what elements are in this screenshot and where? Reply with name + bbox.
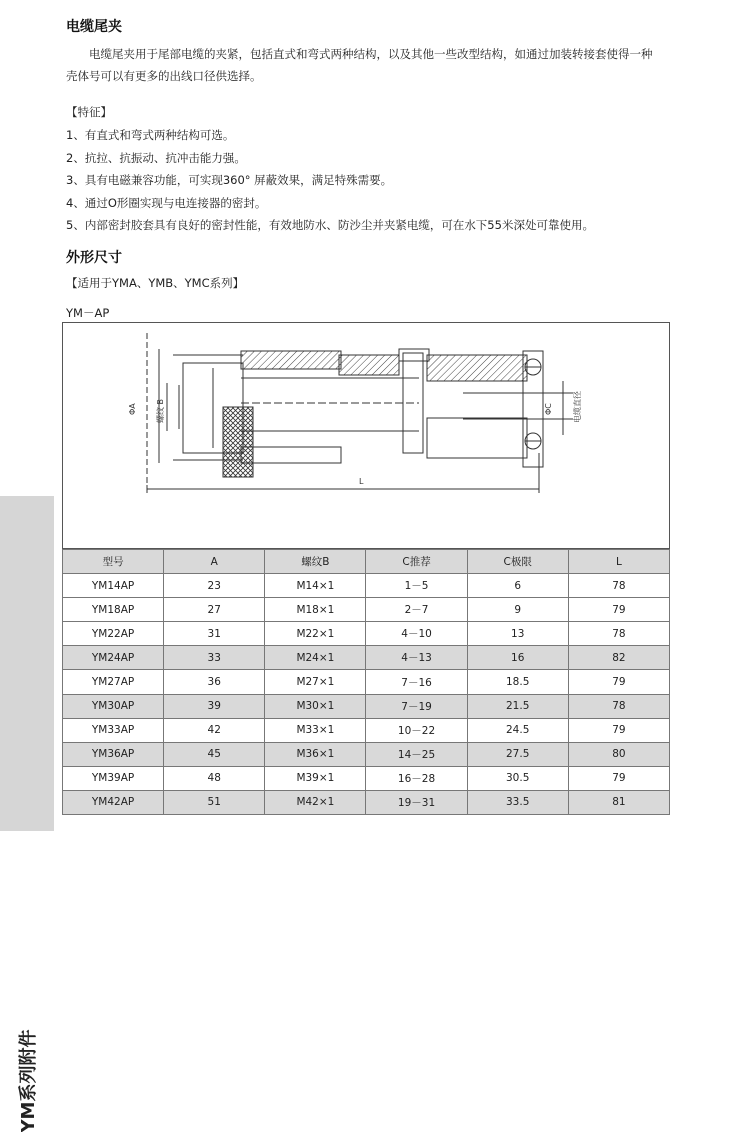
cell-c-recommended: 14－25 (366, 742, 467, 766)
cell-model: YM14AP (63, 574, 164, 598)
cell-c-limit: 30.5 (467, 766, 568, 790)
cell-c-recommended: 16－28 (366, 766, 467, 790)
table-row (63, 574, 670, 598)
cell-c-recommended: 1－5 (366, 574, 467, 598)
cell-c-recommended: 19－31 (366, 790, 467, 814)
section-title-dimensions: 外形尺寸 (66, 250, 122, 266)
cell-l: 79 (568, 718, 669, 742)
cell-model: YM39AP (63, 766, 164, 790)
cell-model: YM22AP (63, 622, 164, 646)
table-row (63, 694, 670, 718)
cell-l: 79 (568, 670, 669, 694)
cell-c-limit: 6 (467, 574, 568, 598)
cell-model: YM30AP (63, 694, 164, 718)
table-row (63, 742, 670, 766)
cell-c-recommended: 7－19 (366, 694, 467, 718)
applies-to-note: 【适用于YMA、YMB、YMC系列】 (66, 276, 245, 290)
cell-c-recommended: 4－10 (366, 622, 467, 646)
cell-a: 23 (164, 574, 265, 598)
spec-table (62, 549, 670, 815)
cell-c-limit: 18.5 (467, 670, 568, 694)
feature-item: 2、抗拉、抗振动、抗冲击能力强。 (66, 150, 246, 165)
header-thread-b: 螺纹B (265, 550, 366, 574)
model-label: YM－AP (66, 306, 110, 320)
cell-thread-b: M36×1 (265, 742, 366, 766)
cell-thread-b: M24×1 (265, 646, 366, 670)
table-row (63, 598, 670, 622)
section-title-cable-clamp: 电缆尾夹 (66, 19, 122, 35)
cell-thread-b: M42×1 (265, 790, 366, 814)
cell-a: 39 (164, 694, 265, 718)
header-a: A (164, 550, 265, 574)
features-list (66, 124, 594, 237)
cell-model: YM27AP (63, 670, 164, 694)
cell-a: 36 (164, 670, 265, 694)
feature-item: 4、通过O形圈实现与电连接器的密封。 (66, 195, 267, 210)
cell-model: YM18AP (63, 598, 164, 622)
feature-item: 1、有直式和弯式两种结构可选。 (66, 128, 235, 142)
cell-model: YM33AP (63, 718, 164, 742)
cell-c-limit: 13 (467, 622, 568, 646)
cell-c-limit: 33.5 (467, 790, 568, 814)
cell-thread-b: M33×1 (265, 718, 366, 742)
cell-l: 79 (568, 766, 669, 790)
cell-l: 78 (568, 574, 669, 598)
cell-a: 33 (164, 646, 265, 670)
table-row (63, 766, 670, 790)
cell-a: 48 (164, 766, 265, 790)
side-tab-label: YM系列附件 (18, 1029, 39, 1132)
cell-l: 78 (568, 622, 669, 646)
label-cable-diameter: 电缆直径 (573, 391, 582, 423)
label-phiA: ΦA (128, 403, 137, 415)
cell-a: 31 (164, 622, 265, 646)
cell-c-recommended: 4－13 (366, 646, 467, 670)
description-paragraph (66, 43, 676, 87)
cell-thread-b: M39×1 (265, 766, 366, 790)
table-header-row (63, 550, 670, 574)
feature-item: 5、内部密封胶套具有良好的密封性能，有效地防水、防沙尘并夹紧电缆，可在水下55米深处可靠使用。 (66, 218, 594, 232)
cable-clamp-drawing (63, 323, 669, 548)
features-heading: 【特征】 (66, 105, 112, 119)
description-line-1: 电缆尾夹用于尾部电缆的夹紧，包括直式和弯式两种结构，以及其他一些改型结构，如通过加装转接套使得一种 (89, 47, 653, 61)
drawing-frame (62, 322, 670, 549)
cell-thread-b: M27×1 (265, 670, 366, 694)
cell-thread-b: M30×1 (265, 694, 366, 718)
cell-c-recommended: 10－22 (366, 718, 467, 742)
label-thread-B: 螺纹 B (156, 398, 165, 423)
cell-a: 45 (164, 742, 265, 766)
description-line-2: 壳体号可以有更多的出线口径供选择。 (66, 69, 262, 83)
cell-c-limit: 9 (467, 598, 568, 622)
cell-c-recommended: 2－7 (366, 598, 467, 622)
table-row (63, 622, 670, 646)
cell-model: YM42AP (63, 790, 164, 814)
cell-l: 81 (568, 790, 669, 814)
cell-a: 27 (164, 598, 265, 622)
cell-l: 82 (568, 646, 669, 670)
cell-l: 78 (568, 694, 669, 718)
cell-c-limit: 24.5 (467, 718, 568, 742)
feature-item: 3、具有电磁兼容功能，可实现360° 屏蔽效果，满足特殊需要。 (66, 173, 393, 187)
table-row (63, 790, 670, 814)
cell-c-limit: 16 (467, 646, 568, 670)
cell-model: YM36AP (63, 742, 164, 766)
header-c-limit: C极限 (467, 550, 568, 574)
cell-a: 42 (164, 718, 265, 742)
cell-thread-b: M22×1 (265, 622, 366, 646)
cell-c-recommended: 7－16 (366, 670, 467, 694)
header-c-recommended: C推荐 (366, 550, 467, 574)
cell-thread-b: M18×1 (265, 598, 366, 622)
table-row (63, 646, 670, 670)
table-row (63, 718, 670, 742)
label-phiC: ΦC (544, 403, 553, 415)
cell-thread-b: M14×1 (265, 574, 366, 598)
label-L: L (359, 477, 364, 486)
cell-model: YM24AP (63, 646, 164, 670)
side-category-tab (0, 496, 54, 1132)
cell-c-limit: 27.5 (467, 742, 568, 766)
header-model: 型号 (63, 550, 164, 574)
header-l: L (568, 550, 669, 574)
cell-l: 79 (568, 598, 669, 622)
cell-l: 80 (568, 742, 669, 766)
table-row (63, 670, 670, 694)
cell-c-limit: 21.5 (467, 694, 568, 718)
cell-a: 51 (164, 790, 265, 814)
